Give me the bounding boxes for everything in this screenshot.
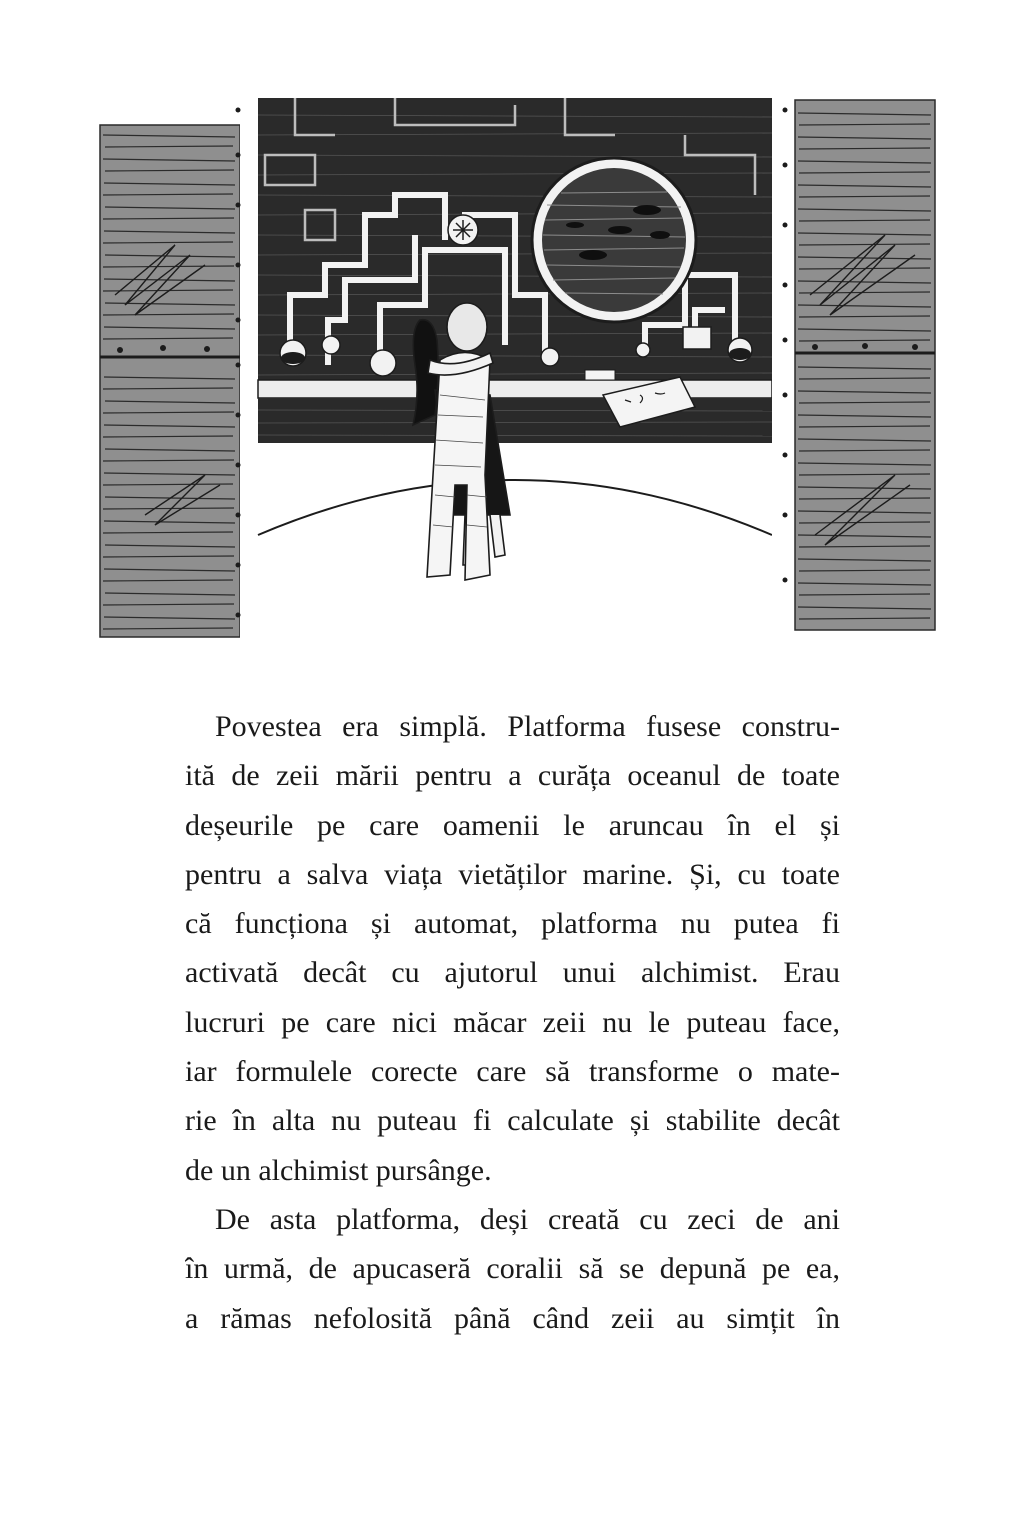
lab-room bbox=[258, 98, 772, 640]
valve-wheel-icon bbox=[448, 215, 478, 245]
text-line: ită de zeii mării pentru a curăța oceanul de toate bbox=[185, 759, 840, 793]
text-line: De asta platforma, deși creată cu zeci de ani bbox=[215, 1202, 840, 1236]
body-text bbox=[185, 702, 840, 1343]
text-line: lucruri pe care nici măcar zeii nu le puteau face, bbox=[185, 1005, 840, 1039]
text-line: rie în alta nu puteau fi calculate și stabilite decât bbox=[185, 1104, 840, 1138]
paragraph-2 bbox=[185, 1195, 840, 1343]
text-line: de un alchimist pursânge. bbox=[185, 1153, 492, 1187]
right-door-frame bbox=[772, 95, 794, 640]
text-line: activată decât cu ajutorul unui alchimist. Erau bbox=[185, 956, 840, 990]
porthole-window bbox=[532, 158, 696, 322]
right-wall-panel bbox=[795, 100, 935, 630]
text-line: a rămas nefolosită până când zeii au simțit în bbox=[185, 1301, 840, 1335]
text-line: iar formulele corecte care să transforme o mate- bbox=[185, 1055, 840, 1089]
text-line: că funcționa și automat, platforma nu putea fi bbox=[185, 907, 840, 941]
text-line: deșeurile pe care oamenii le aruncau în el și bbox=[185, 808, 840, 842]
text-line: în urmă, de apucaseră coralii să se depună pe ea, bbox=[185, 1252, 840, 1286]
lab-illustration bbox=[95, 95, 940, 640]
paragraph-1 bbox=[185, 702, 840, 1195]
left-wall-panel bbox=[100, 125, 240, 637]
text-line: pentru a salva viața vietăților marine. Și, cu toate bbox=[185, 857, 840, 891]
text-line: Povestea era simplă. Platforma fusese constru- bbox=[215, 710, 840, 743]
